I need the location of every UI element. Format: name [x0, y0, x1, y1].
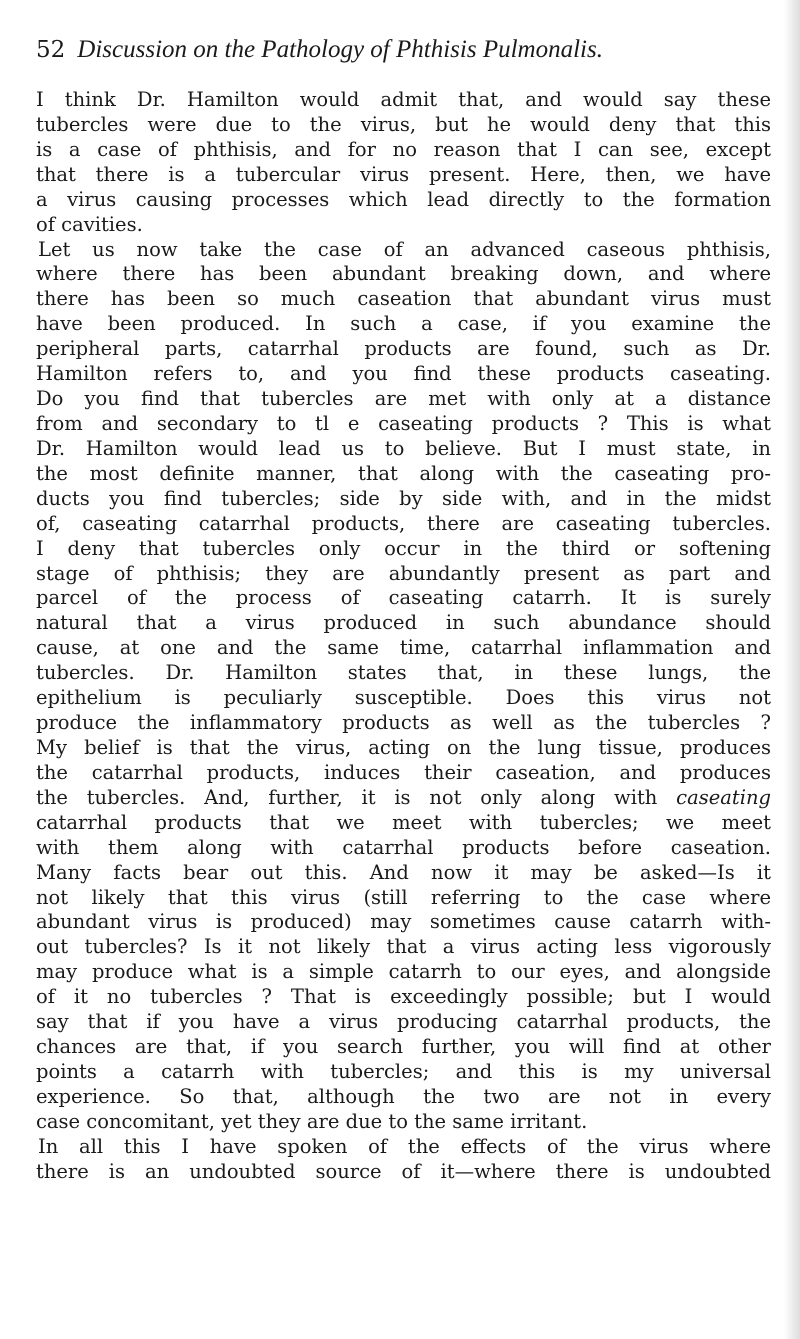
text-line: points a catarrh with tubercles; and this is my universal	[36, 1059, 771, 1083]
text-line: with them along with catarrhal products before caseation.	[36, 835, 771, 859]
text-line: produce the inflammatory products as well as the tubercles ?	[36, 711, 771, 735]
text-line: experience. So that, although the two are not in every	[36, 1084, 771, 1108]
text-line: Many facts bear out this. And now it may be asked—Is it	[36, 860, 771, 884]
text-line: abundant virus is produced) may sometimes cause catarrh with-	[36, 910, 771, 934]
text-line: In all this I have spoken of the effects of the virus where	[38, 1134, 771, 1158]
text-line: ducts you find tubercles; side by side with, and in the midst	[36, 486, 771, 510]
text-line: Hamilton refers to, and you find these products caseating.	[36, 362, 771, 386]
text-line: I deny that tubercles only occur in the third or softening	[36, 536, 771, 560]
text-line: tubercles were due to the virus, but he would deny that this	[36, 112, 771, 136]
text-line: where there has been abundant breaking down, and where	[36, 262, 771, 286]
text-line: I think Dr. Hamilton would admit that, and would say these	[36, 88, 771, 111]
italic-word: caseating	[676, 785, 771, 809]
text-line: chances are that, if you search further, you will find at other	[36, 1035, 771, 1059]
text-line: Do you find that tubercles are met with only at a distance	[36, 387, 771, 411]
body-text	[36, 88, 771, 1185]
text-line: of, caseating catarrhal products, there are caseating tubercles.	[36, 511, 771, 535]
text-line: cause, at one and the same time, catarrhal inflammation and	[36, 636, 771, 660]
text-line: stage of phthisis; they are abundantly present as part and	[36, 561, 771, 585]
text-line: of cavities.	[36, 212, 143, 236]
text-line: from and secondary to tl e caseating products ? This is what	[36, 411, 771, 435]
page-edge-shadow	[784, 0, 800, 1339]
text-line: say that if you have a virus producing catarrhal products, the	[36, 1010, 771, 1034]
text-line-with-italic	[36, 786, 771, 811]
text-line: the most definite manner, that along with the caseating pro-	[36, 461, 771, 485]
text-line: a virus causing processes which lead directly to the formation	[36, 187, 771, 211]
text-line: Dr. Hamilton would lead us to believe. But I must state, in	[36, 436, 771, 460]
text-line: have been produced. In such a case, if you examine the	[36, 312, 771, 336]
text-line: the catarrhal products, induces their caseation, and produces	[36, 760, 771, 784]
text-line-prefix: the tubercles. And, further, it is not only along with	[36, 785, 677, 809]
text-line: natural that a virus produced in such abundance should	[36, 611, 771, 635]
text-line: tubercles. Dr. Hamilton states that, in these lungs, the	[36, 661, 771, 685]
text-line: not likely that this virus (still referring to the case where	[36, 885, 771, 909]
text-line: that there is a tubercular virus present. Here, then, we have	[36, 162, 771, 186]
text-line: there is an undoubted source of it—where there is undoubted	[36, 1159, 771, 1183]
page-number: 52	[36, 37, 66, 63]
text-line: parcel of the process of caseating catarrh. It is surely	[36, 586, 771, 610]
text-line: out tubercles? Is it not likely that a virus acting less vigorously	[36, 935, 771, 959]
text-line: peripheral parts, catarrhal products are found, such as Dr.	[36, 337, 771, 361]
text-line: Let us now take the case of an advanced caseous phthisis,	[38, 237, 771, 261]
text-line: My belief is that the virus, acting on the lung tissue, produces	[36, 735, 771, 759]
text-line: catarrhal products that we meet with tubercles; we meet	[36, 810, 771, 834]
running-title: Discussion on the Pathology of Phthisis Pulmonalis.	[77, 36, 603, 63]
text-line: epithelium is peculiarly susceptible. Does this virus not	[36, 686, 771, 710]
text-line: case concomitant, yet they are due to the same irritant.	[36, 1109, 588, 1133]
running-header	[36, 34, 776, 66]
text-line: there has been so much caseation that abundant virus must	[36, 287, 771, 311]
text-line: may produce what is a simple catarrh to our eyes, and alongside	[36, 960, 771, 984]
text-line: is a case of phthisis, and for no reason that I can see, except	[36, 137, 771, 161]
text-line: of it no tubercles ? That is exceedingly possible; but I would	[36, 985, 771, 1009]
